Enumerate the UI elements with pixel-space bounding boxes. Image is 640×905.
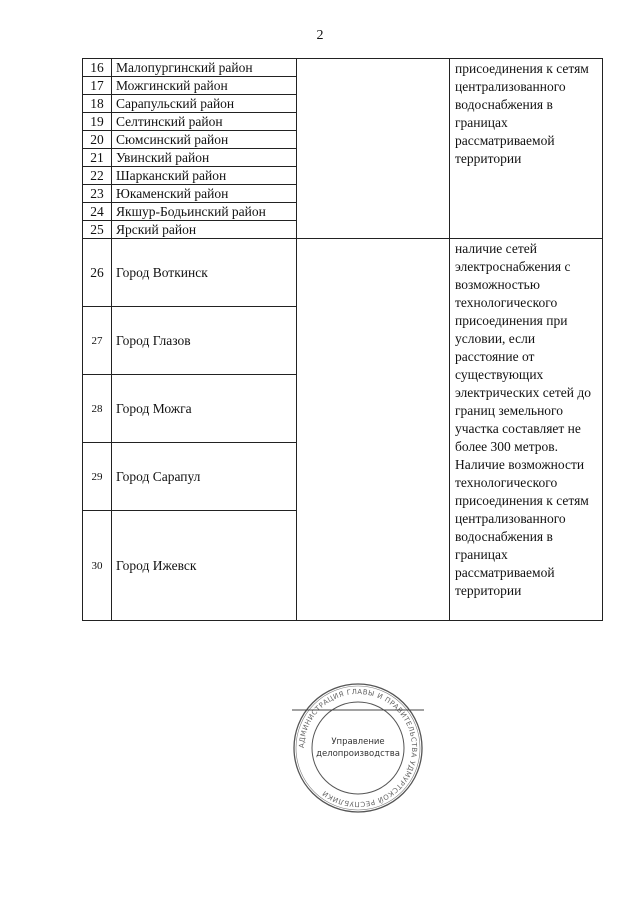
city-name: Город Глазов [112, 307, 297, 375]
district-name: Увинский район [112, 149, 297, 167]
seal-outer-ring-inner [296, 686, 420, 810]
row-number: 27 [83, 307, 112, 375]
table-row [83, 59, 603, 77]
district-name: Малопургинский район [112, 59, 297, 77]
district-name: Сарапульский район [112, 95, 297, 113]
page-number: 2 [316, 28, 324, 43]
row-number: 16 [83, 59, 112, 77]
row-number: 19 [83, 113, 112, 131]
district-name: Якшур-Бодьинский район [112, 203, 297, 221]
city-name: Город Ижевск [112, 511, 297, 621]
district-name: Сюмсинский район [112, 131, 297, 149]
condition-text: наличие сетей электроснабжения с возможностью технологического присоединения при условии, если расстояние от существующих электрических сетей до границ земельного участка составляет не более 300 метров. Наличие возможности технологического присоединения к сетям централизованного водоснабжения в границах рассматриваемой территории [450, 239, 603, 621]
row-number: 24 [83, 203, 112, 221]
row-number: 30 [83, 511, 112, 621]
district-name: Юкаменский район [112, 185, 297, 203]
seal-center-line-1: Управление [331, 737, 385, 747]
row-number: 21 [83, 149, 112, 167]
row-number: 17 [83, 77, 112, 95]
city-name: Город Сарапул [112, 443, 297, 511]
row-number: 26 [83, 239, 112, 307]
districts-table [82, 58, 603, 621]
district-name: Можгинский район [112, 77, 297, 95]
row-number: 18 [83, 95, 112, 113]
seal-inner-ring [312, 702, 404, 794]
empty-cell [297, 239, 450, 621]
row-number: 29 [83, 443, 112, 511]
district-name: Шарканский район [112, 167, 297, 185]
district-name: Ярский район [112, 221, 297, 239]
district-name: Селтинский район [112, 113, 297, 131]
official-seal [290, 680, 426, 816]
row-number: 23 [83, 185, 112, 203]
seal-center-line-2: делопроизводства [316, 749, 400, 759]
table-row [83, 239, 603, 307]
condition-text: присоединения к сетям централизованного водоснабжения в границах рассматриваемой территории [450, 59, 603, 239]
city-name: Город Можга [112, 375, 297, 443]
row-number: 20 [83, 131, 112, 149]
row-number: 25 [83, 221, 112, 239]
row-number: 28 [83, 375, 112, 443]
seal-ring-text: АДМИНИСТРАЦИЯ ГЛАВЫ И ПРАВИТЕЛЬСТВА УДМУРТСКОЙ РЕСПУБЛИКИ [297, 687, 419, 809]
empty-cell [297, 59, 450, 239]
seal-outer-ring [294, 684, 422, 812]
row-number: 22 [83, 167, 112, 185]
city-name: Город Воткинск [112, 239, 297, 307]
